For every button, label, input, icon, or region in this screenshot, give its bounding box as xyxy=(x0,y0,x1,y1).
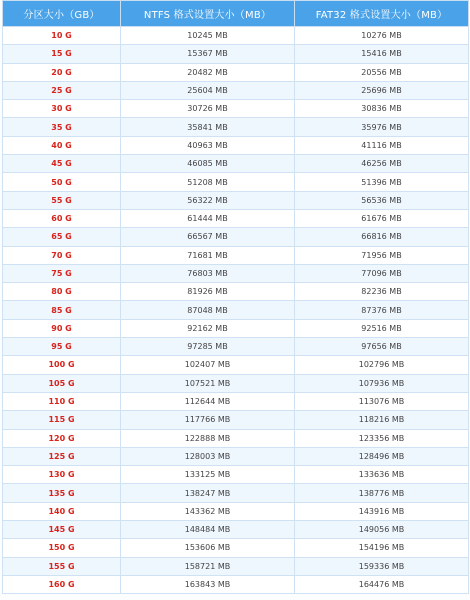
ntfs-size-cell: 117766 MB xyxy=(121,411,295,429)
ntfs-size-cell: 133125 MB xyxy=(121,466,295,484)
table-row xyxy=(3,374,469,392)
fat32-size-cell: 30836 MB xyxy=(295,100,469,118)
ntfs-size-cell: 148484 MB xyxy=(121,521,295,539)
table-row xyxy=(3,209,469,227)
partition-size-cell: 55 G xyxy=(3,191,121,209)
partition-size-cell: 95 G xyxy=(3,338,121,356)
table-row xyxy=(3,246,469,264)
fat32-size-cell: 128496 MB xyxy=(295,447,469,465)
table-row xyxy=(3,521,469,539)
partition-size-cell: 155 G xyxy=(3,557,121,575)
table-row xyxy=(3,557,469,575)
partition-size-cell: 60 G xyxy=(3,209,121,227)
table-row xyxy=(3,45,469,63)
ntfs-size-cell: 128003 MB xyxy=(121,447,295,465)
partition-size-cell: 140 G xyxy=(3,502,121,520)
fat32-size-cell: 149056 MB xyxy=(295,521,469,539)
table-row xyxy=(3,447,469,465)
ntfs-size-cell: 158721 MB xyxy=(121,557,295,575)
ntfs-size-cell: 15367 MB xyxy=(121,45,295,63)
fat32-size-cell: 10276 MB xyxy=(295,27,469,45)
fat32-size-cell: 56536 MB xyxy=(295,191,469,209)
ntfs-size-cell: 112644 MB xyxy=(121,392,295,410)
fat32-size-cell: 138776 MB xyxy=(295,484,469,502)
fat32-size-cell: 25696 MB xyxy=(295,81,469,99)
table-row xyxy=(3,118,469,136)
fat32-size-cell: 159336 MB xyxy=(295,557,469,575)
partition-size-cell: 20 G xyxy=(3,63,121,81)
partition-size-cell: 160 G xyxy=(3,575,121,593)
fat32-size-cell: 113076 MB xyxy=(295,392,469,410)
partition-size-cell: 135 G xyxy=(3,484,121,502)
header-row xyxy=(3,1,469,27)
table-row xyxy=(3,27,469,45)
ntfs-size-cell: 25604 MB xyxy=(121,81,295,99)
fat32-size-cell: 51396 MB xyxy=(295,173,469,191)
fat32-size-cell: 82236 MB xyxy=(295,283,469,301)
ntfs-size-cell: 51208 MB xyxy=(121,173,295,191)
ntfs-size-cell: 30726 MB xyxy=(121,100,295,118)
partition-size-cell: 30 G xyxy=(3,100,121,118)
fat32-size-cell: 41116 MB xyxy=(295,136,469,154)
table-row xyxy=(3,392,469,410)
partition-size-cell: 105 G xyxy=(3,374,121,392)
table-row xyxy=(3,173,469,191)
ntfs-size-cell: 87048 MB xyxy=(121,301,295,319)
partition-size-cell: 40 G xyxy=(3,136,121,154)
table-row xyxy=(3,575,469,593)
fat32-size-cell: 107936 MB xyxy=(295,374,469,392)
ntfs-size-cell: 107521 MB xyxy=(121,374,295,392)
partition-size-cell: 120 G xyxy=(3,429,121,447)
table-row xyxy=(3,63,469,81)
table-body xyxy=(3,27,469,594)
table-row xyxy=(3,100,469,118)
fat32-size-cell: 71956 MB xyxy=(295,246,469,264)
table-row xyxy=(3,539,469,557)
partition-size-cell: 115 G xyxy=(3,411,121,429)
ntfs-size-cell: 35841 MB xyxy=(121,118,295,136)
fat32-size-cell: 35976 MB xyxy=(295,118,469,136)
table-row xyxy=(3,319,469,337)
fat32-size-cell: 66816 MB xyxy=(295,228,469,246)
table-row xyxy=(3,191,469,209)
fat32-size-cell: 61676 MB xyxy=(295,209,469,227)
table-row xyxy=(3,228,469,246)
table-row xyxy=(3,155,469,173)
table-row xyxy=(3,502,469,520)
fat32-size-cell: 77096 MB xyxy=(295,264,469,282)
ntfs-size-cell: 122888 MB xyxy=(121,429,295,447)
partition-size-cell: 85 G xyxy=(3,301,121,319)
partition-size-table xyxy=(2,0,469,594)
ntfs-size-cell: 40963 MB xyxy=(121,136,295,154)
fat32-size-cell: 97656 MB xyxy=(295,338,469,356)
fat32-size-cell: 46256 MB xyxy=(295,155,469,173)
partition-size-cell: 25 G xyxy=(3,81,121,99)
partition-size-cell: 145 G xyxy=(3,521,121,539)
partition-size-cell: 75 G xyxy=(3,264,121,282)
table-row xyxy=(3,81,469,99)
ntfs-size-cell: 76803 MB xyxy=(121,264,295,282)
ntfs-size-cell: 81926 MB xyxy=(121,283,295,301)
partition-size-cell: 15 G xyxy=(3,45,121,63)
ntfs-size-cell: 10245 MB xyxy=(121,27,295,45)
partition-size-cell: 100 G xyxy=(3,356,121,374)
partition-size-cell: 110 G xyxy=(3,392,121,410)
fat32-size-cell: 133636 MB xyxy=(295,466,469,484)
ntfs-size-cell: 92162 MB xyxy=(121,319,295,337)
ntfs-size-cell: 97285 MB xyxy=(121,338,295,356)
fat32-size-cell: 123356 MB xyxy=(295,429,469,447)
fat32-size-cell: 118216 MB xyxy=(295,411,469,429)
table-header xyxy=(3,1,469,27)
table-row xyxy=(3,466,469,484)
ntfs-size-cell: 66567 MB xyxy=(121,228,295,246)
fat32-size-cell: 143916 MB xyxy=(295,502,469,520)
ntfs-size-cell: 153606 MB xyxy=(121,539,295,557)
partition-size-cell: 70 G xyxy=(3,246,121,264)
partition-size-cell: 10 G xyxy=(3,27,121,45)
ntfs-size-cell: 143362 MB xyxy=(121,502,295,520)
table-row xyxy=(3,356,469,374)
partition-size-cell: 150 G xyxy=(3,539,121,557)
ntfs-size-cell: 61444 MB xyxy=(121,209,295,227)
table-row xyxy=(3,411,469,429)
partition-size-cell: 45 G xyxy=(3,155,121,173)
table-row xyxy=(3,301,469,319)
ntfs-size-cell: 56322 MB xyxy=(121,191,295,209)
partition-size-cell: 80 G xyxy=(3,283,121,301)
ntfs-size-cell: 46085 MB xyxy=(121,155,295,173)
table-row xyxy=(3,264,469,282)
table-row xyxy=(3,283,469,301)
partition-size-cell: 125 G xyxy=(3,447,121,465)
partition-size-cell: 35 G xyxy=(3,118,121,136)
table-row xyxy=(3,429,469,447)
fat32-size-cell: 15416 MB xyxy=(295,45,469,63)
ntfs-size-cell: 20482 MB xyxy=(121,63,295,81)
fat32-size-cell: 164476 MB xyxy=(295,575,469,593)
partition-size-cell: 50 G xyxy=(3,173,121,191)
table-row xyxy=(3,484,469,502)
fat32-size-cell: 92516 MB xyxy=(295,319,469,337)
header-ntfs-size: NTFS 格式设置大小（MB） xyxy=(121,1,295,27)
ntfs-size-cell: 138247 MB xyxy=(121,484,295,502)
partition-size-cell: 65 G xyxy=(3,228,121,246)
partition-size-cell: 90 G xyxy=(3,319,121,337)
fat32-size-cell: 87376 MB xyxy=(295,301,469,319)
ntfs-size-cell: 71681 MB xyxy=(121,246,295,264)
table-row xyxy=(3,136,469,154)
fat32-size-cell: 20556 MB xyxy=(295,63,469,81)
partition-size-cell: 130 G xyxy=(3,466,121,484)
ntfs-size-cell: 102407 MB xyxy=(121,356,295,374)
ntfs-size-cell: 163843 MB xyxy=(121,575,295,593)
fat32-size-cell: 102796 MB xyxy=(295,356,469,374)
header-fat32-size: FAT32 格式设置大小（MB） xyxy=(295,1,469,27)
table-row xyxy=(3,338,469,356)
fat32-size-cell: 154196 MB xyxy=(295,539,469,557)
header-partition-size: 分区大小（GB） xyxy=(3,1,121,27)
